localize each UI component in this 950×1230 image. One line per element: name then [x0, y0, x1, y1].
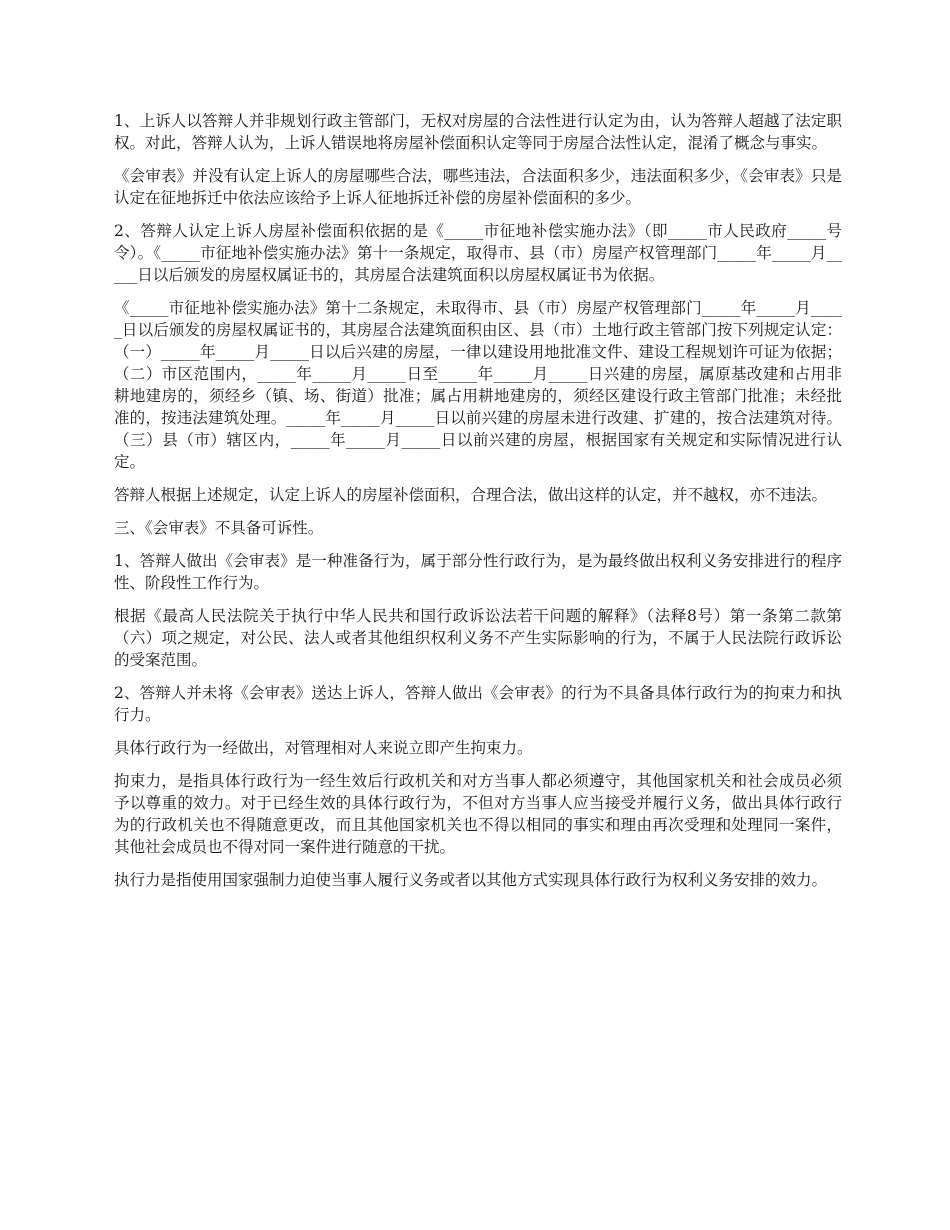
- paragraph-10: 具体行政行为一经做出，对管理相对人来说立即产生拘束力。: [114, 739, 533, 757]
- paragraph-3: 2、答辩人认定上诉人房屋补偿面积依据的是《_____市征地补偿实施办法》（即_____市人民政府_____号令）。《_____市征地补偿实施办法》第十一条规定，取得市、县（市）房屋产权管理部门_____年_____月_____日以后颁发的房屋权属证书的，其房屋合法建筑面积以房屋权属证书为依据。: [114, 222, 842, 284]
- document-body: [114, 110, 842, 902]
- paragraph-1: 1、上诉人以答辩人并非规划行政主管部门，无权对房屋的合法性进行认定为由，认为答辩人超越了法定职权。对此，答辩人认为，上诉人错误地将房屋补偿面积认定等同于房屋合法性认定，混淆了概念与事实。: [114, 112, 842, 152]
- paragraph-12: 执行力是指使用国家强制力迫使当事人履行义务或者以其他方式实现具体行政行为权利义务安排的效力。: [114, 871, 828, 889]
- section-heading-3: 三、《会审表》不具备可诉性。: [114, 519, 324, 537]
- paragraph-11: 拘束力，是指具体行政行为一经生效后行政机关和对方当事人都必须遵守，其他国家机关和社会成员必须予以尊重的效力。对于已经生效的具体行政行为，不但对方当事人应当接受并履行义务，做出具体行政行为的行政机关也不得随意更改，而且其他国家机关也不得以相同的事实和理由再次受理和处理同一案件，其他社会成员也不得对同一案件进行随意的干扰。: [114, 772, 842, 856]
- paragraph-9: 2、答辩人并未将《会审表》送达上诉人，答辩人做出《会审表》的行为不具备具体行政行为的拘束力和执行力。: [114, 684, 842, 724]
- paragraph-5: 答辩人根据上述规定，认定上诉人的房屋补偿面积，合理合法，做出这样的认定，并不越权，亦不违法。: [114, 486, 828, 504]
- paragraph-2: 《会审表》并没有认定上诉人的房屋哪些合法，哪些违法，合法面积多少，违法面积多少，《会审表》只是认定在征地拆迁中依法应该给予上诉人征地拆迁补偿的房屋补偿面积的多少。: [114, 167, 842, 207]
- paragraph-7: 1、答辩人做出《会审表》是一种准备行为，属于部分性行政行为，是为最终做出权利义务安排进行的程序性、阶段性工作行为。: [114, 552, 842, 592]
- paragraph-8: 根据《最高人民法院关于执行中华人民共和国行政诉讼法若干问题的解释》（法释8号）第一条第二款第（六）项之规定，对公民、法人或者其他组织权利义务不产生实际影响的行为，不属于人民法院行政诉讼的受案范围。: [114, 607, 842, 669]
- paragraph-4: 《_____市征地补偿实施办法》第十二条规定，未取得市、县（市）房屋产权管理部门_____年_____月_____日以后颁发的房屋权属证书的，其房屋合法建筑面积由区、县（市）土地行政主管部门按下列规定认定：（一）_____年_____月_____日以后兴建的房屋，一律以建设用地批准文件、建设工程规划许可证为依据；（二）市区范围内，_____年_____月_____日至_____年_____月_____日兴建的房屋，属原基改建和占用非耕地建房的，须经乡（镇、场、街道）批准；属占用耕地建房的，须经区建设行政主管部门批准；未经批准的，按违法建筑处理。_____年_____月_____日以前兴建的房屋未进行改建、扩建的，按合法建筑对待。（三）县（市）辖区内，_____年_____月_____日以前兴建的房屋，根据国家有关规定和实际情况进行认定。: [114, 299, 842, 471]
